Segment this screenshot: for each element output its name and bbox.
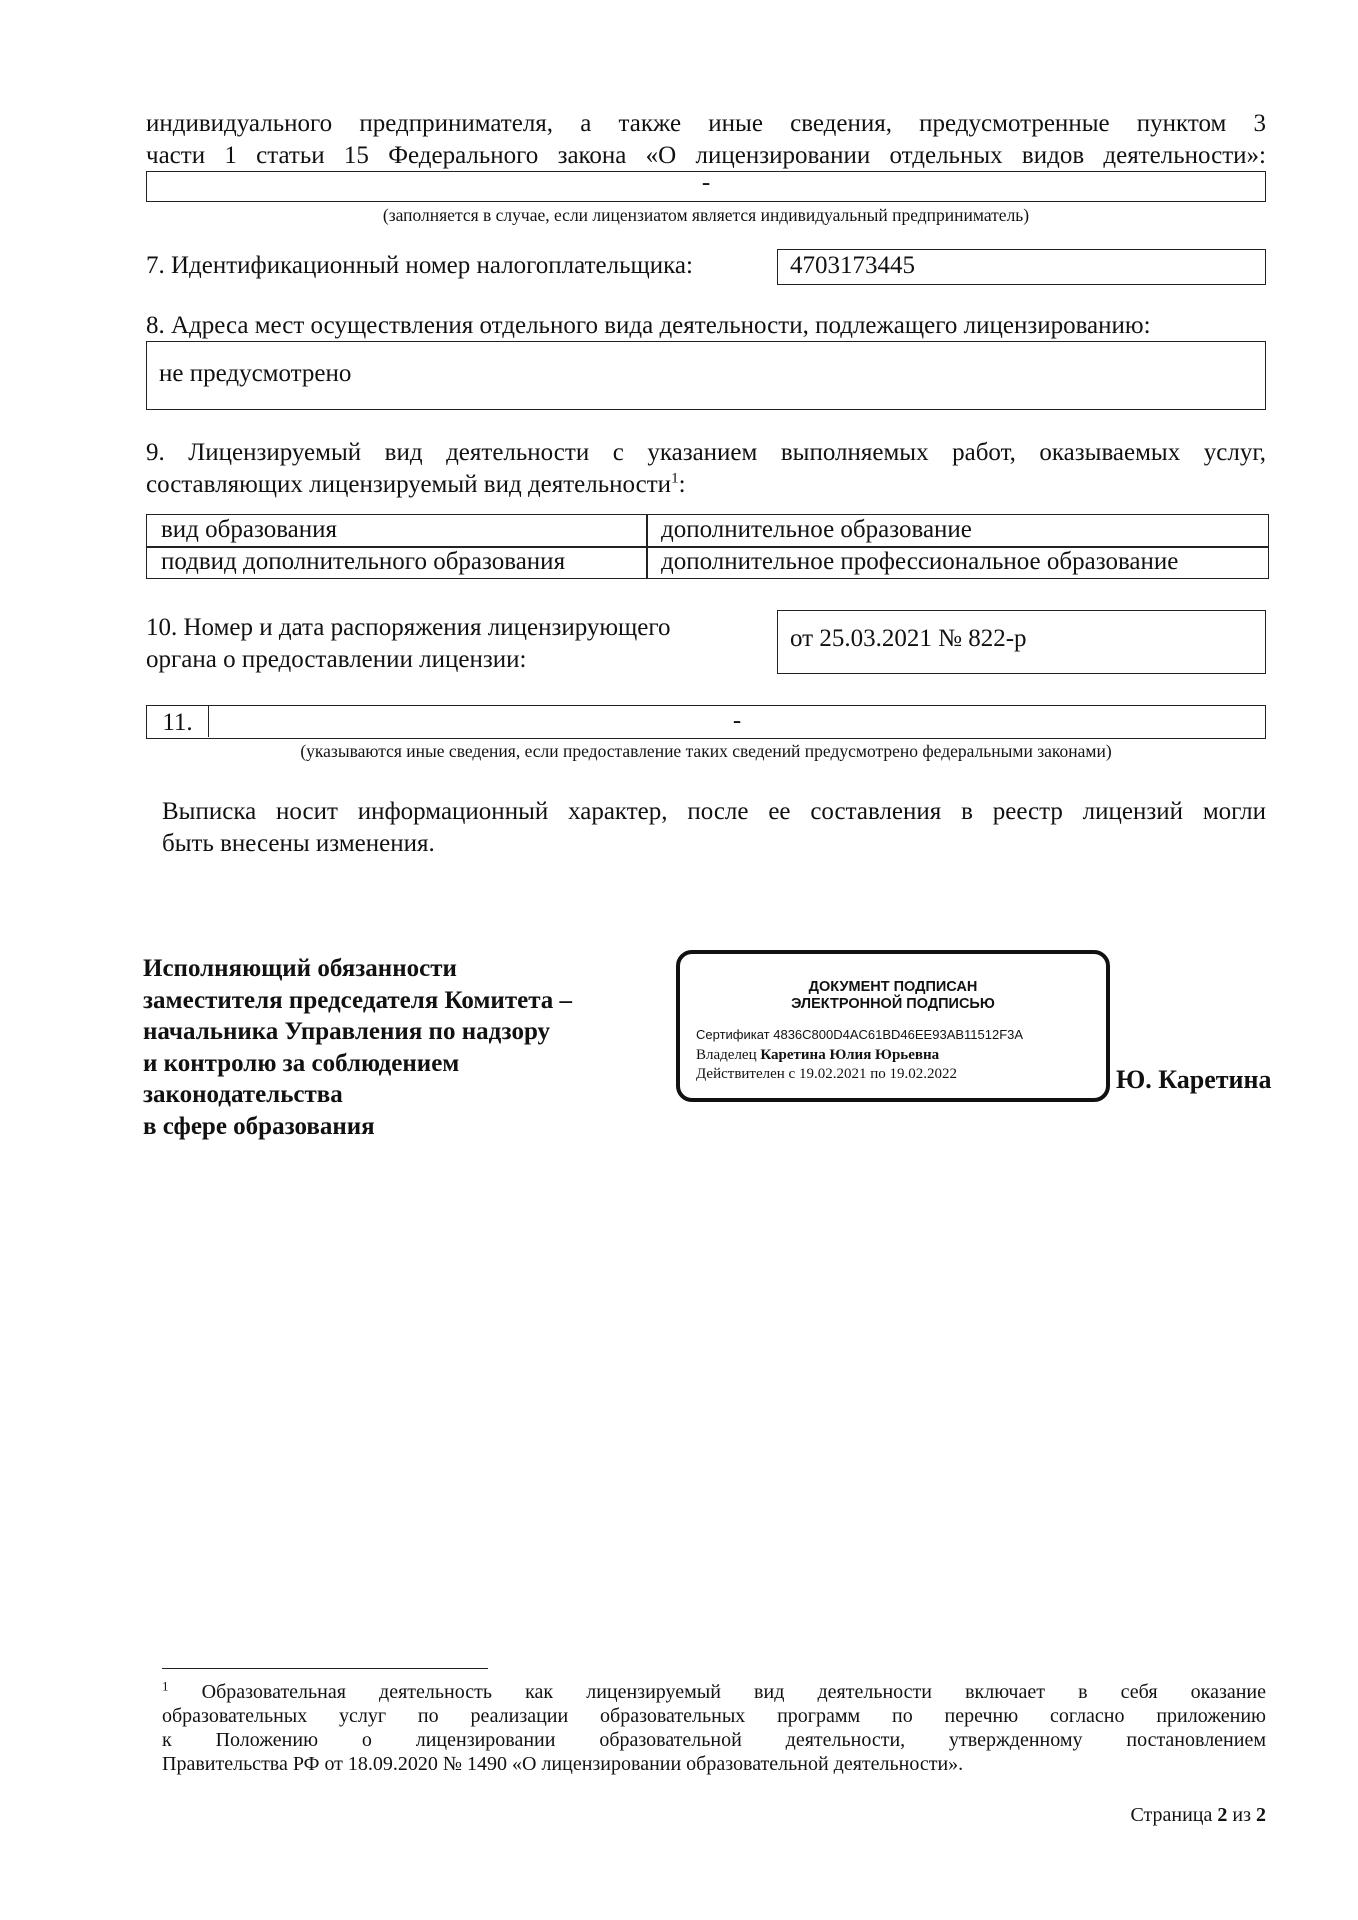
stamp-owner-label: Владелец <box>696 1047 757 1063</box>
page-prefix: Страница <box>1130 1804 1213 1826</box>
addresses-label: 8. Адреса мест осуществления отдельного вида деятельности, подлежащего лицензированию: <box>146 312 1151 339</box>
signatory-line: Исполняющий обязанности <box>143 955 457 982</box>
other-info-box <box>146 705 1266 739</box>
stamp-cert-value: 4836C800D4AC61BD46EE93AB11512F3A <box>773 1027 1024 1042</box>
page-of: из <box>1232 1804 1251 1826</box>
activity-line-1: 9. Лицензируемый вид деятельности с указанием выполняемых работ, оказываемых услуг, <box>146 439 1266 466</box>
stamp-cert-label: Сертификат <box>696 1027 770 1042</box>
disclaimer-line-1: Выписка носит информационный характер, после ее составления в реестр лицензий могли <box>162 798 1266 825</box>
footnote-line-1 <box>162 1680 1266 1704</box>
table-row-1-key: вид образования <box>146 514 648 548</box>
disclaimer-line-2: быть внесены изменения. <box>162 830 435 857</box>
signatory-name: Ю. Каретина <box>1116 1065 1272 1094</box>
order-value: от 25.03.2021 № 822-р <box>790 625 1027 652</box>
order-box <box>777 610 1266 674</box>
intro-box-value: - <box>701 169 711 196</box>
signatory-line: законодательства <box>143 1081 343 1108</box>
page-current: 2 <box>1217 1804 1228 1826</box>
footnote-line-2: образовательных услуг по реализации образовательных программ по перечню согласно приложению <box>162 1705 1266 1727</box>
intro-box <box>146 171 1266 202</box>
electronic-signature-stamp <box>676 950 1110 1102</box>
footnote <box>162 1680 1266 1776</box>
footnote-ref: 1 <box>671 470 679 487</box>
order-label-line-2: органа о предоставлении лицензии: <box>146 646 527 673</box>
stamp-owner-value: Каретина Юлия Юрьевна <box>760 1047 940 1063</box>
intro-line-1: индивидуального предпринимателя, а также иные сведения, предусмотренные пунктом 3 <box>146 110 1266 137</box>
footnote-line-1-text: Образовательная деятельность как лицензируемый вид деятельности включает в себя оказание <box>201 1681 1267 1703</box>
stamp-title-1: ДОКУМЕНТ ПОДПИСАН <box>808 979 978 995</box>
footnote-line-4: Правительства РФ от 18.09.2020 № 1490 «О лицензировании образовательной деятельности». <box>162 1753 964 1775</box>
table-row-2-key: подвид дополнительного образования <box>146 546 648 579</box>
activity-line-2-text: составляющих лицензируемый вид деятельности <box>146 471 672 498</box>
signatory-line: и контролю за соблюдением <box>143 1049 460 1077</box>
addresses-box <box>146 341 1266 410</box>
signatory-position <box>143 953 572 1142</box>
stamp-certificate <box>696 1026 1023 1044</box>
table-row-1-value: дополнительное образование <box>646 514 1269 548</box>
footnote-line-3: к Положению о лицензировании образовательной деятельности, утвержденному постановлением <box>162 1729 1266 1751</box>
other-info-note: (указываются иные сведения, если предоставление таких сведений предусмотрено федеральными законами) <box>300 741 1112 761</box>
page-total: 2 <box>1256 1804 1266 1826</box>
activity-line-2 <box>146 469 1266 501</box>
other-info-value: - <box>732 707 742 734</box>
inn-value: 4703173445 <box>790 252 915 279</box>
signatory-line: в сфере образования <box>143 1112 375 1140</box>
inn-label: 7. Идентификационный номер налогоплательщика: <box>146 252 693 279</box>
stamp-title-2: ЭЛЕКТРОННОЙ ПОДПИСЬЮ <box>791 996 995 1012</box>
other-info-number: 11. <box>147 706 209 737</box>
table-row-2-value: дополнительное профессиональное образование <box>646 546 1269 579</box>
inn-box <box>777 249 1266 285</box>
page-number <box>1130 1803 1266 1827</box>
addresses-value: не предусмотрено <box>159 360 352 387</box>
intro-line-2: части 1 статьи 15 Федерального закона «О лицензировании отдельных видов деятельности»: <box>146 142 1266 169</box>
intro-note: (заполняется в случае, если лицензиатом является индивидуальный предприниматель) <box>382 205 1030 225</box>
activity-line-2-end: : <box>678 471 686 498</box>
footnote-mark: 1 <box>162 1678 169 1694</box>
signatory-line: начальника Управления по надзору <box>143 1018 551 1045</box>
footnote-separator <box>162 1668 488 1669</box>
signatory-line: заместителя председателя Комитета – <box>143 986 573 1014</box>
stamp-owner <box>696 1046 939 1064</box>
stamp-validity: Действителен с 19.02.2021 по 19.02.2022 <box>696 1066 957 1082</box>
order-label-line-1: 10. Номер и дата распоряжения лицензирующего <box>146 614 671 641</box>
